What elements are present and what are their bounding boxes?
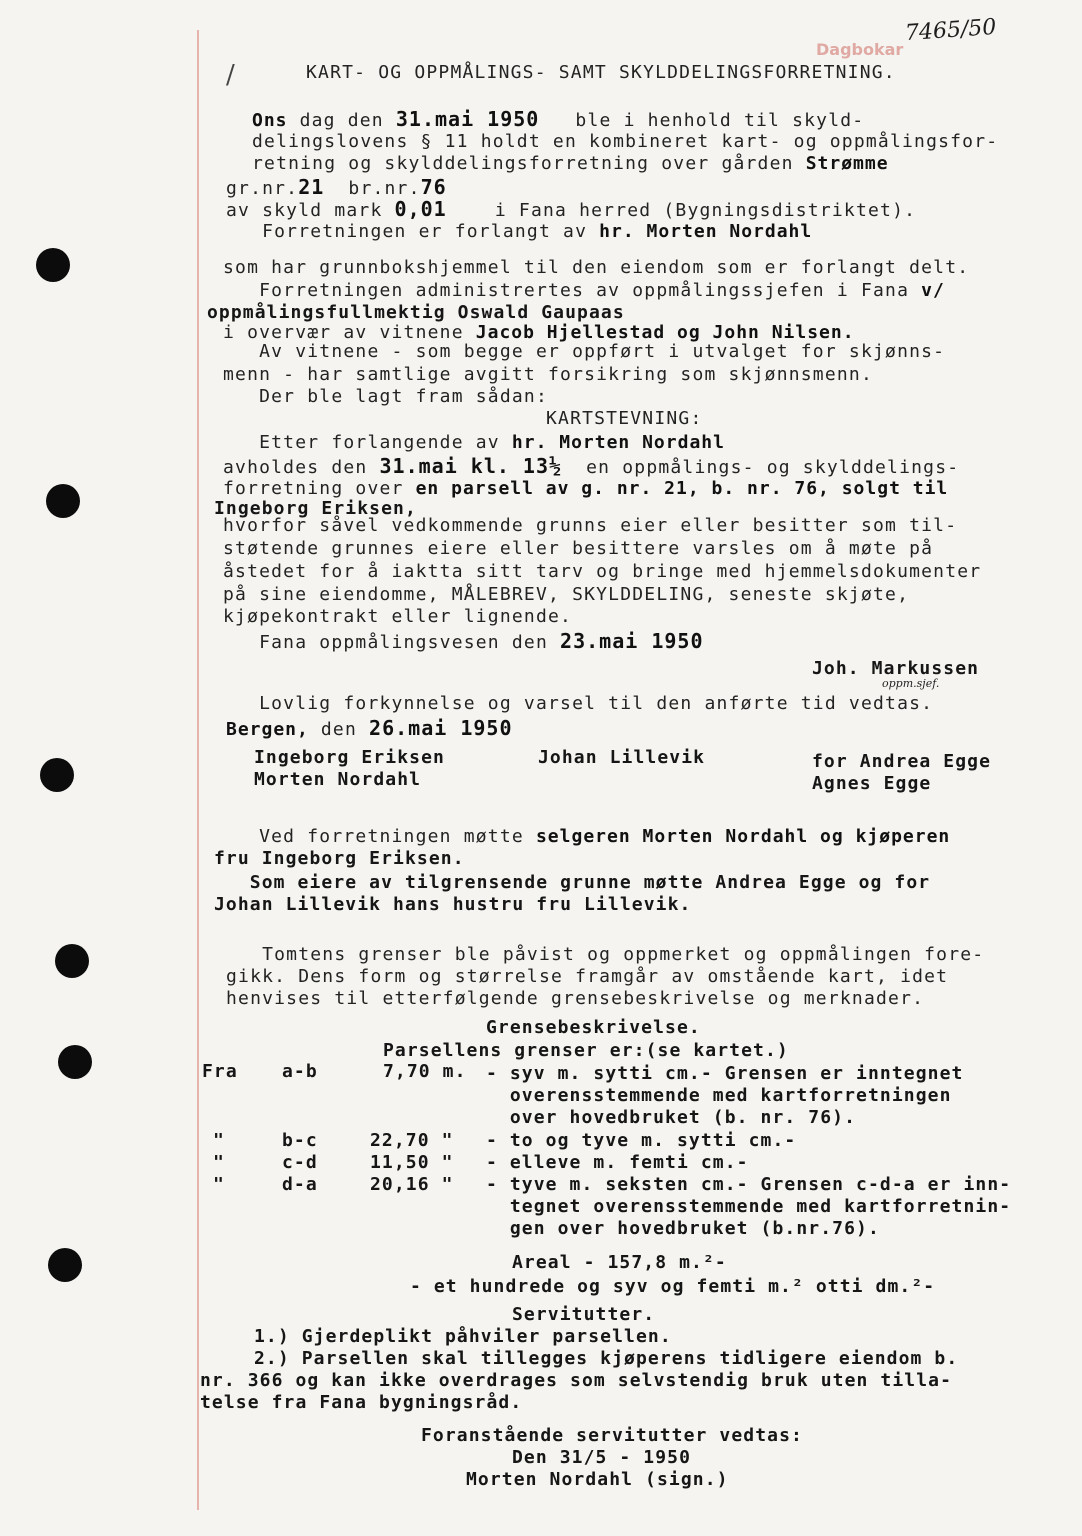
row-description: tegnet overensstemmende med kartforretnin- — [486, 1196, 1012, 1217]
punch-hole — [40, 758, 74, 792]
summons-line-9: kjøpekontrakt eller lignende. — [223, 606, 573, 627]
row-description: - elleve m. femti cm.- — [486, 1152, 749, 1173]
signature-title: oppm.sjef. — [882, 677, 940, 690]
boundary-line-3: henvises til etterfølgende grensebeskrivelse og merknader. — [226, 988, 925, 1009]
intro-line-10: i overvær av vitnene Jacob Hjellestad og John Nilsen. — [223, 322, 855, 343]
attendance-line-4: Johan Lillevik hans hustru fru Lillevik. — [214, 894, 692, 915]
attendance-line-2: fru Ingeborg Eriksen. — [214, 848, 465, 869]
servitudes-heading: Servitutter. — [512, 1304, 656, 1325]
boundary-line-1: Tomtens grenser ble påvist og oppmerket og oppmålingen fore- — [226, 944, 985, 965]
boundary-heading: Grensebeskrivelse. — [486, 1017, 701, 1038]
intro-line-13: Der ble lagt fram sådan: — [223, 386, 548, 407]
signature-name: Joh. Markussen — [812, 658, 980, 679]
intro-line-1: Ons dag den 31.mai 1950 ble i henhold til skyld- — [252, 107, 865, 131]
row-description: - to og tyve m. sytti cm.- — [486, 1130, 797, 1151]
summons-line-3: forretning over en parsell av g. nr. 21, b. nr. 76, solgt til — [223, 478, 949, 499]
punch-hole — [58, 1045, 92, 1079]
summons-line-8: på sine eiendomme, MÅLEBREV, SKYLDDELING, seneste skjøte, — [223, 584, 910, 605]
row-description: - syv m. sytti cm.- Grensen er inntegnet — [486, 1063, 964, 1084]
summons-line-12: Bergen, den 26.mai 1950 — [226, 716, 513, 740]
punch-hole — [55, 944, 89, 978]
boundary-line-2: gikk. Dens form og størrelse framgår av omstående kart, idet — [226, 966, 949, 987]
summons-line-7: åstedet for å iaktta sitt tarv og bringe med hjemmelsdokumenter — [223, 561, 982, 582]
row-length: 22,70 " — [370, 1130, 454, 1151]
row-description: - tyve m. seksten cm.- Grensen c-d-a er inn- — [486, 1174, 1012, 1195]
intro-line-6: Forretningen er forlangt av hr. Morten Nordahl — [226, 221, 813, 242]
summons-line-11: Lovlig forkynnelse og varsel til den anførte tid vedtas. — [223, 693, 934, 714]
summons-line-1: Etter forlangende av hr. Morten Nordahl — [223, 432, 725, 453]
row-segment: c-d — [282, 1152, 318, 1173]
summons-heading: KARTSTEVNING: — [546, 408, 703, 429]
row-length: 7,70 m. — [383, 1061, 467, 1082]
row-segment: d-a — [282, 1174, 318, 1195]
area-line-2: - et hundrede og syv og femti m.² otti dm.²- — [410, 1276, 936, 1297]
servitude-line-2: 2.) Parsellen skal tillegges kjøperens tidligere eiendom b. — [254, 1348, 959, 1369]
punch-hole — [48, 1248, 82, 1282]
signatory: Morten Nordahl — [254, 769, 422, 790]
row-description: gen over hovedbruket (b.nr.76). — [486, 1218, 880, 1239]
boundary-subheading: Parsellens grenser er:(se kartet.) — [383, 1040, 789, 1061]
intro-line-4: gr.nr.21 br.nr.76 — [226, 175, 447, 199]
servitude-line-6: Den 31/5 - 1950 — [512, 1447, 692, 1468]
intro-line-12: menn - har samtlige avgitt forsikring som skjønnsmenn. — [223, 364, 873, 385]
summons-line-6: støtende grunnes eiere eller besittere varsles om å møte på — [223, 538, 934, 559]
row-length: 20,16 " — [370, 1174, 454, 1195]
row-segment: b-c — [282, 1130, 318, 1151]
stamp: Dagbokar — [816, 40, 904, 59]
signatory: Ingeborg Eriksen — [254, 747, 445, 768]
row-description: overensstemmende med kartforretningen — [486, 1085, 952, 1106]
document-number: 7465/50 — [904, 14, 998, 47]
document-title: KART- OG OPPMÅLINGS- SAMT SKYLDDELINGSFORRETNING. — [306, 62, 896, 83]
margin-rule — [197, 30, 199, 1510]
punch-hole — [46, 484, 80, 518]
signatory: for Andrea Egge — [812, 751, 992, 772]
row-description: over hovedbruket (b. nr. 76). — [486, 1107, 857, 1128]
intro-line-5: av skyld mark 0,01 i Fana herred (Bygningsdistriktet). — [226, 197, 917, 221]
intro-line-7: som har grunnbokshjemmel til den eiendom som er forlangt delt. — [223, 257, 970, 278]
margin-mark: / — [226, 60, 235, 90]
servitude-line-7: Morten Nordahl (sign.) — [466, 1469, 729, 1490]
row-prefix: " — [213, 1130, 225, 1151]
servitude-line-3: nr. 366 og kan ikke overdrages som selvstendig bruk uten tilla- — [200, 1370, 953, 1391]
attendance-line-1: Ved forretningen møtte selgeren Morten Nordahl og kjøperen — [223, 826, 951, 847]
summons-line-5: hvorfor såvel vedkommende grunns eier eller besitter som til- — [223, 515, 958, 536]
row-segment: a-b — [282, 1061, 318, 1082]
summons-line-2: avholdes den 31.mai kl. 13½ en oppmålings- og skylddelings- — [223, 454, 960, 478]
intro-line-3: retning og skylddelingsforretning over gården Strømme — [252, 153, 889, 174]
intro-line-2: delingslovens § 11 holdt en kombineret kart- og oppmålingsfor- — [252, 131, 999, 152]
servitude-line-1: 1.) Gjerdeplikt påhviler parsellen. — [254, 1326, 672, 1347]
signatory: Johan Lillevik — [538, 747, 706, 768]
row-prefix: Fra — [202, 1061, 238, 1082]
summons-line-10: Fana oppmålingsvesen den 23.mai 1950 — [223, 629, 704, 653]
punch-hole — [36, 248, 70, 282]
row-length: 11,50 " — [370, 1152, 454, 1173]
attendance-line-3: Som eiere av tilgrensende grunne møtte Andrea Egge og for — [214, 872, 931, 893]
servitude-line-4: telse fra Fana bygningsråd. — [200, 1392, 523, 1413]
intro-line-9: oppmålingsfullmektig Oswald Gaupaas — [207, 302, 625, 323]
intro-line-11: Av vitnene - som begge er oppført i utvalget for skjønns- — [223, 341, 946, 362]
summons-line-4: Ingeborg Eriksen, — [214, 498, 417, 519]
intro-line-8: Forretningen administrertes av oppmålingssjefen i Fana v/ — [223, 280, 945, 301]
row-prefix: " — [213, 1152, 225, 1173]
row-prefix: " — [213, 1174, 225, 1195]
area-line-1: Areal - 157,8 m.²- — [512, 1252, 727, 1273]
servitude-line-5: Foranstående servitutter vedtas: — [421, 1425, 803, 1446]
signatory: Agnes Egge — [812, 773, 932, 794]
